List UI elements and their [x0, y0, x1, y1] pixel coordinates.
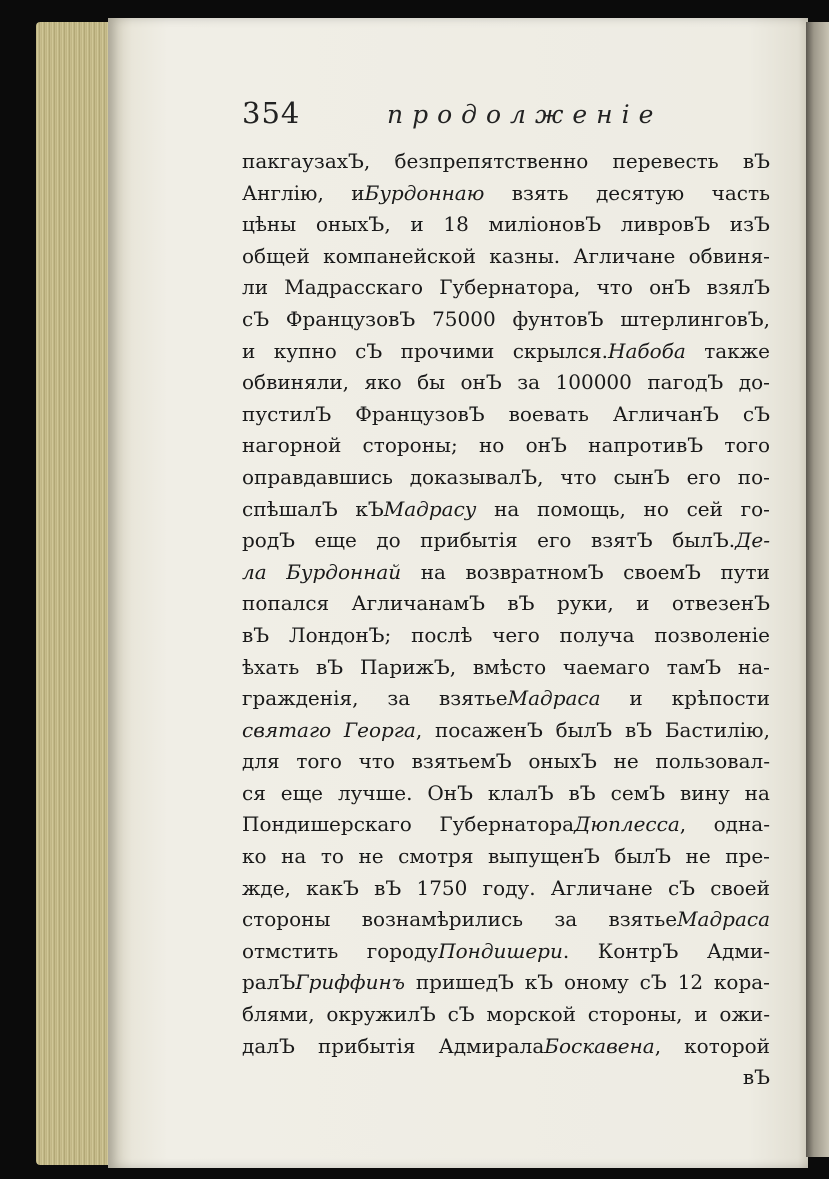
- word: что: [358, 749, 395, 774]
- text-line: [242, 304, 770, 336]
- word: сЪ: [447, 1002, 475, 1027]
- word: Мадрасскаго: [284, 275, 424, 300]
- word: его: [537, 528, 572, 553]
- text-line: [242, 272, 770, 304]
- word: АгличанамЪ: [351, 591, 486, 616]
- word: вЪ: [374, 875, 402, 900]
- word: 12: [677, 970, 704, 995]
- text-line: [242, 809, 770, 841]
- word: блями,: [242, 1002, 315, 1027]
- word: одна-: [713, 812, 770, 837]
- text-line: [242, 336, 770, 368]
- word: святаго: [242, 717, 332, 742]
- word: того: [724, 433, 770, 458]
- word: вЪ: [568, 780, 596, 805]
- word: Бурдоннай: [286, 559, 402, 584]
- word: ко: [242, 844, 267, 869]
- word: прибытія: [317, 1033, 416, 1058]
- word: посаженЪ: [434, 717, 543, 742]
- text-line: [242, 873, 770, 905]
- word: купно: [273, 338, 337, 363]
- word: оному: [564, 970, 629, 995]
- word: Губернатора,: [439, 275, 581, 300]
- word: пользовал-: [655, 749, 770, 774]
- word: клалЪ: [487, 780, 554, 805]
- word: сЪ: [667, 875, 696, 900]
- word: отмстить: [242, 938, 339, 963]
- word: вмѣсто: [472, 654, 547, 679]
- word: скрылся.Набоба: [512, 338, 686, 363]
- word: Агличане: [550, 875, 653, 900]
- text-line: [242, 1031, 770, 1063]
- word: вину: [680, 780, 730, 805]
- text-line: [242, 462, 770, 494]
- word: 75000: [432, 306, 496, 331]
- text-line: [242, 841, 770, 873]
- word: до-: [738, 370, 770, 395]
- text-line: [242, 999, 770, 1031]
- text-line: [242, 241, 770, 273]
- facing-page-edge: [806, 22, 829, 1157]
- word: своемЪ: [623, 559, 701, 584]
- word: сей: [686, 496, 723, 521]
- word: своей: [710, 875, 770, 900]
- word: еще: [280, 780, 324, 805]
- word: былЪ: [555, 717, 613, 742]
- word: какЪ: [306, 875, 359, 900]
- word: пре-: [725, 844, 770, 869]
- word: былЪ.Де-: [672, 528, 770, 553]
- word: отвезенЪ: [671, 591, 770, 616]
- word: перевесть: [612, 149, 719, 173]
- text-line: [242, 746, 770, 778]
- word: напротивЪ: [588, 433, 704, 458]
- word: для: [242, 749, 280, 774]
- text-line: [242, 430, 770, 462]
- word: вЪ: [242, 622, 270, 647]
- text-line: [242, 683, 770, 715]
- word: на: [494, 496, 520, 521]
- word: на: [420, 559, 446, 584]
- word: лучше.: [337, 780, 413, 805]
- word: ОнЪ: [427, 780, 473, 805]
- word: руки,: [556, 591, 614, 616]
- word: прочими: [400, 338, 495, 363]
- text-line: [242, 525, 770, 557]
- text-line: [242, 494, 770, 526]
- word: оправдавшись: [242, 464, 393, 489]
- word: окружилЪ: [326, 1002, 436, 1027]
- word: и: [636, 591, 650, 616]
- word: безпрепятственно: [394, 149, 589, 173]
- word: что: [596, 275, 633, 300]
- word: АгличанЪ: [612, 401, 719, 426]
- word: того: [296, 749, 342, 774]
- word: попался: [242, 591, 330, 616]
- word: чего: [492, 622, 540, 647]
- text-line: [242, 178, 770, 210]
- word: не: [358, 844, 384, 869]
- word: родЪ: [242, 528, 296, 553]
- word: 1750: [416, 875, 468, 900]
- word: былЪ: [614, 844, 671, 869]
- word: доказывалЪ,: [409, 464, 544, 489]
- word: ся: [242, 780, 266, 805]
- page-header: [242, 96, 772, 136]
- word: получа: [559, 622, 635, 647]
- word: сЪ: [355, 338, 383, 363]
- word: на: [744, 780, 770, 805]
- word: сЪ: [242, 306, 270, 331]
- word: и: [694, 1002, 708, 1027]
- catchword: [242, 1062, 770, 1094]
- text-line: [242, 209, 770, 241]
- word: помощь,: [537, 496, 626, 521]
- word: не: [685, 844, 711, 869]
- word: далЪ: [242, 1033, 295, 1058]
- word: Георга,: [343, 717, 423, 742]
- word: до: [376, 528, 401, 553]
- word: крѣпости: [671, 686, 770, 711]
- catchword-text: вЪ: [742, 1065, 770, 1090]
- word: взятьеМадраса: [439, 686, 601, 711]
- word: сЪ: [639, 970, 667, 995]
- word: его: [686, 464, 721, 489]
- word: морской: [486, 1002, 576, 1027]
- word: еще: [314, 528, 357, 553]
- word: воевать: [508, 401, 589, 426]
- text-line: [242, 715, 770, 747]
- word: цѣны: [242, 212, 297, 237]
- word: ожи-: [719, 1002, 770, 1027]
- word: десятую: [595, 180, 685, 205]
- page-number: 354: [242, 96, 301, 130]
- text-line: [242, 620, 770, 652]
- word: и: [629, 686, 643, 711]
- word: но: [478, 433, 505, 458]
- word: АдмиралаБоскавена,: [438, 1033, 662, 1058]
- word: по-: [737, 464, 770, 489]
- word: казны.: [489, 243, 561, 268]
- word: кора-: [713, 970, 770, 995]
- word: вЪ: [624, 717, 653, 742]
- word: миліоновЪ: [488, 212, 602, 237]
- word: за: [554, 907, 578, 932]
- word: за: [517, 370, 541, 395]
- word: часть: [711, 180, 770, 205]
- text-line: [242, 652, 770, 684]
- word: ли: [242, 275, 269, 300]
- word: го-: [740, 496, 770, 521]
- word: ФранцузовЪ: [285, 306, 416, 331]
- word: прибытія: [420, 528, 518, 553]
- body-text: [242, 146, 770, 1094]
- word: пагодЪ: [647, 370, 724, 395]
- word: вЪ: [742, 149, 770, 173]
- text-line: [242, 588, 770, 620]
- word: ѣхать: [242, 654, 300, 679]
- word: стороны,: [587, 1002, 683, 1027]
- word: стороны;: [362, 433, 458, 458]
- word: спѣшалЪ: [242, 496, 338, 521]
- word: онЪ: [460, 370, 502, 395]
- text-line: [242, 904, 770, 936]
- text-line: [242, 936, 770, 968]
- word: пустилЪ: [242, 401, 332, 426]
- word: взятьеМадраса: [608, 907, 770, 932]
- word: на-: [737, 654, 770, 679]
- text-line: [242, 967, 770, 999]
- running-title: продолженіе: [387, 100, 663, 129]
- word: смотря: [398, 844, 474, 869]
- word: кЪМадрасу: [355, 496, 477, 521]
- word: фунтовЪ: [512, 306, 604, 331]
- word: Адми-: [706, 938, 770, 963]
- word: изЪ: [729, 212, 770, 237]
- word: послѣ: [411, 622, 473, 647]
- word: яко: [364, 370, 402, 395]
- word: году.: [482, 875, 536, 900]
- word: и: [242, 338, 256, 363]
- word: 18: [443, 212, 469, 237]
- text-line: [242, 399, 770, 431]
- text-line: [242, 146, 770, 178]
- word: ливровЪ: [620, 212, 711, 237]
- word: пришедЪ: [415, 970, 514, 995]
- word: штерлинговЪ,: [620, 306, 770, 331]
- word: вЪ: [316, 654, 344, 679]
- word: обвиня-: [688, 243, 770, 268]
- word: ЛондонЪ;: [288, 622, 392, 647]
- word: оныхЪ,: [315, 212, 391, 237]
- word: ла: [242, 559, 267, 584]
- word: взять: [511, 180, 569, 205]
- word: которой: [684, 1033, 770, 1058]
- word: чаемаго: [562, 654, 650, 679]
- text-line: [242, 557, 770, 589]
- word: онЪ: [649, 275, 691, 300]
- word: сЪ: [742, 401, 770, 426]
- text-line: [242, 367, 770, 399]
- word: возвратномЪ: [465, 559, 604, 584]
- word: ралЪГриффинъ: [242, 970, 405, 995]
- word: на: [281, 844, 307, 869]
- word: гражденія,: [242, 686, 359, 711]
- word: Пондишерскаго: [242, 812, 412, 837]
- word: Агличане: [573, 243, 676, 268]
- word: Англію,: [242, 180, 324, 205]
- word: обвиняли,: [242, 370, 350, 395]
- word: взялЪ: [706, 275, 770, 300]
- word: КонтрЪ: [597, 938, 679, 963]
- word: также: [704, 338, 770, 363]
- word: оныхЪ: [528, 749, 597, 774]
- word: Бастилію,: [664, 717, 770, 742]
- word: взятьемЪ: [411, 749, 512, 774]
- word: городуПондишери.: [366, 938, 570, 963]
- word: бы: [417, 370, 446, 395]
- word: тамЪ: [666, 654, 722, 679]
- word: кЪ: [524, 970, 554, 995]
- word: 100000: [555, 370, 632, 395]
- word: ФранцузовЪ: [355, 401, 485, 426]
- word: сынЪ: [613, 464, 670, 489]
- word: позволеніе: [654, 622, 770, 647]
- word: за: [387, 686, 411, 711]
- word: пакгаузахЪ,: [242, 149, 371, 173]
- word: не: [613, 749, 639, 774]
- word: вознамѣрились: [361, 907, 524, 932]
- word: пути: [720, 559, 770, 584]
- word: взятЪ: [590, 528, 653, 553]
- word: но: [643, 496, 669, 521]
- word: семЪ: [610, 780, 666, 805]
- word: иБурдоннаю: [351, 180, 485, 205]
- word: компанейской: [323, 243, 476, 268]
- word: и: [410, 212, 424, 237]
- word: выпущенЪ: [487, 844, 600, 869]
- word: ПарижЪ,: [359, 654, 457, 679]
- text-line: [242, 778, 770, 810]
- word: онЪ: [525, 433, 567, 458]
- word: вЪ: [507, 591, 535, 616]
- word: общей: [242, 243, 310, 268]
- word: жде,: [242, 875, 291, 900]
- word: что: [560, 464, 597, 489]
- word: ГубернатораДюплесса,: [439, 812, 687, 837]
- word: стороны: [242, 907, 331, 932]
- word: нагорной: [242, 433, 342, 458]
- word: то: [320, 844, 344, 869]
